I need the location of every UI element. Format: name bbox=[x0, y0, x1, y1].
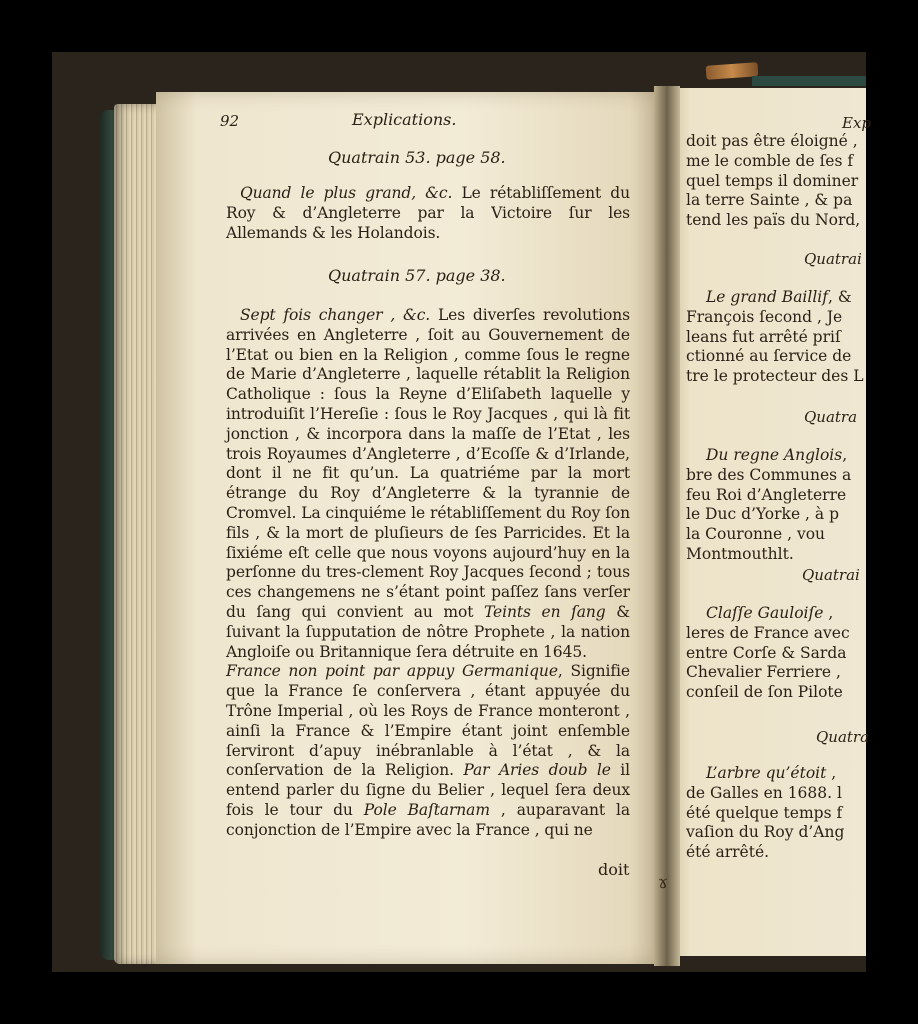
right-block-b bbox=[686, 288, 864, 387]
right-lead-tail: , & bbox=[828, 288, 852, 306]
right-lead-tail: , bbox=[823, 604, 834, 622]
spine-tag bbox=[706, 62, 759, 80]
page-mark: ɤ bbox=[658, 872, 669, 893]
right-line: me le comble de ſes f bbox=[686, 151, 854, 170]
right-heading-d: Quatrai bbox=[802, 566, 860, 584]
quatrain-57-italic-3: Par Aries doub le bbox=[463, 761, 611, 780]
right-lead-tail: , bbox=[842, 446, 848, 464]
right-lead-line bbox=[686, 604, 850, 624]
right-line: leres de France avec bbox=[686, 623, 850, 642]
right-line: Montmouthlt. bbox=[686, 544, 794, 563]
right-heading-e: Quatra bbox=[816, 728, 870, 746]
quatrain-57-text bbox=[226, 306, 630, 841]
right-lead: Claſſe Gauloiſe bbox=[706, 604, 824, 622]
right-block-a bbox=[686, 132, 860, 231]
right-block-e bbox=[686, 764, 844, 863]
right-lead: Du regne Anglois bbox=[706, 446, 843, 464]
back-cover-edge bbox=[752, 76, 866, 86]
right-line: conſeil de ſon Pilote bbox=[686, 683, 843, 702]
right-lead: Le grand Baillif bbox=[706, 288, 828, 306]
quatrain-53-text bbox=[226, 184, 630, 243]
quatrain-53-body: Le rétabliſſement du Roy & d’Angleterre par la Victoire ſur les Allemands & les Holandois. bbox=[226, 184, 630, 242]
quatrain-57-italic-4: Pole Baſtarnam bbox=[363, 800, 490, 819]
quatrain-53-heading: Quatrain 53. page 58. bbox=[328, 148, 506, 167]
right-block-c bbox=[686, 446, 851, 565]
right-lead: L’arbre qu’étoit bbox=[706, 764, 827, 782]
quatrain-57-lead: Sept fois changer bbox=[240, 306, 383, 324]
right-line: la Couronne , vou bbox=[686, 525, 826, 544]
right-running-head: Exp bbox=[842, 114, 872, 132]
quatrain-57-italic-2: France non point par appuy Germanique bbox=[226, 662, 558, 681]
right-line: entre Corſe & Sarda bbox=[686, 643, 847, 662]
right-line: Chevalier Ferriere , bbox=[686, 663, 841, 682]
quatrain-57-body-3: , Signifie que la France ſe conſervera , étant appuyée du Trône Imperial , où les Roys de France monteront , ainſi la France & l’Empire étant joint enſemble ſerviront d’apuy inébranlable à l’état , & la conſervation de la Religion. bbox=[226, 662, 630, 780]
quatrain-53-etc: , &c. bbox=[411, 184, 453, 202]
quatrain-57-body-5: , auparavant la conjonction de l’Empire avec la France , qui ne bbox=[226, 800, 630, 839]
catchword: doit bbox=[598, 860, 630, 879]
right-heading-b: Quatrai bbox=[804, 250, 862, 268]
quatrain-57-body-1: Les diverſes revolutions arrivées en Angleterre , ſoit au Gouvernement de l’Etat ou bien en la Religion , comme ſous le regne de Marie d’Angleterre , laquelle rétablit la Religion Catholique : ſous la Reyne d’Eliſabeth laquelle y introduiſit l’Hereſie : ſous le Roy Jacques , qui là fit jonction , & incorpora dans la maſſe de l’Etat , les trois Royaumes d’Angleterre , d’Ecoſſe & d’Irlande, dont il ne fit qu’un. La quatriéme par la mort étrange du Roy d’Angleterre & la tyrannie de Cromvel. La cinquiéme le rétabliſſement du Roy ſon fils , & la mort de pluſieurs de ſes Parricides. Et la ſixiéme eſt celle que nous voyons aujourd’huy en la perſonne du tres-clement Roy Jacques ſecond ; tous ces changemens ne s’étant point paſſez ſans verſer du ſang qui convient au mot bbox=[226, 306, 630, 621]
quatrain-57-italic-1: Teints en ſang bbox=[484, 602, 606, 621]
quatrain-57-etc: , &c. bbox=[382, 306, 431, 324]
right-line: été quelque temps f bbox=[686, 803, 843, 822]
right-line: ctionné au ſervice de bbox=[686, 347, 852, 366]
right-line: été arrêté. bbox=[686, 843, 770, 862]
right-lead-line bbox=[686, 764, 844, 784]
right-line: la terre Sainte , & pa bbox=[686, 191, 853, 210]
quatrain-57-body-2: & ſuivant la ſupputation de nôtre Prophete , la nation Angloiſe ou Britannique ſera détruite en 1645. bbox=[226, 602, 630, 661]
right-page-text bbox=[672, 88, 872, 956]
right-line: François ſecond , Je bbox=[686, 307, 843, 326]
running-head: Explications. bbox=[352, 110, 457, 129]
right-line: feu Roi d’Angleterre bbox=[686, 485, 847, 504]
right-line: doit pas être éloigné , bbox=[686, 132, 858, 150]
book-photograph bbox=[52, 52, 872, 972]
right-lead-line bbox=[686, 446, 851, 466]
right-line: quel temps il dominer bbox=[686, 171, 859, 190]
page-number: 92 bbox=[220, 112, 240, 130]
quatrain-57-heading: Quatrain 57. page 38. bbox=[328, 266, 506, 285]
right-line: le Duc d’Yorke , à p bbox=[686, 505, 839, 524]
right-line: vaſion du Roy d’Ang bbox=[686, 823, 845, 842]
right-lead-line bbox=[686, 288, 864, 308]
right-lead-tail: , bbox=[826, 764, 837, 782]
right-line: leans fut arrêté priſ bbox=[686, 327, 841, 346]
right-heading-c: Quatra bbox=[804, 408, 858, 426]
right-block-d bbox=[686, 604, 850, 703]
right-line: de Galles en 1688. l bbox=[686, 783, 842, 802]
right-line: tend les païs du Nord, bbox=[686, 211, 861, 230]
right-line: bre des Communes a bbox=[686, 465, 852, 484]
right-line: tre le protecteur des L bbox=[686, 367, 864, 386]
quatrain-53-lead: Quand le plus grand bbox=[240, 184, 412, 202]
quatrain-57-body-4: il entend parler du ſigne du Belier , lequel ſera deux fois le tour du bbox=[226, 761, 631, 819]
